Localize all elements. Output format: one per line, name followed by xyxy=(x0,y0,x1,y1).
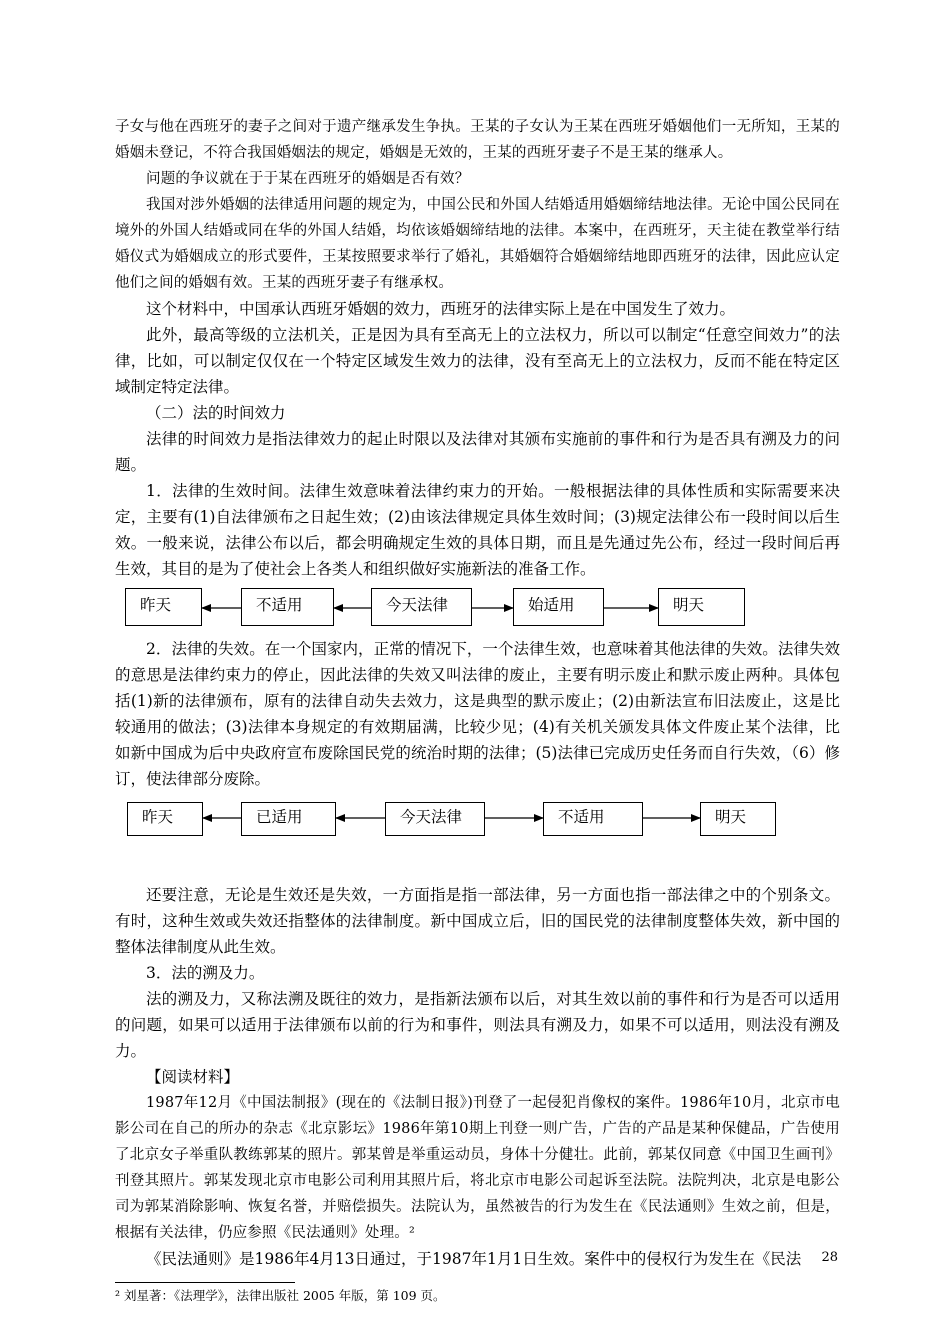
flow-box-not-applicable: 不适用 xyxy=(241,588,334,626)
paragraph-expiry: 2．法律的失效。在一个国家内，正常的情况下，一个法律生效，也意味着其他法律的失效。法律失效的意思是法律约束力的停止，因此法律的失效又叫法律的废止，主要有明示废止和默示废止两种。具体包括(1)新的法律颁布，原有的法律自动失去效力，这是典型的默示废止；(2)由新法宣布旧法废止，这是比较通用的做法；(3)法律本身规定的有效期届满，比较少见；(4)有关机关颁发具体文件废止某个法律，比如新中国成为后中央政府宣布废除国民党的统治时期的法律；(5)法律已完成历史任务而自行失效，（6）修订，使法律部分废除。 xyxy=(115,640,840,788)
flow2-box-applied: 已适用 xyxy=(241,802,336,836)
footnote-rule xyxy=(115,1282,295,1283)
paragraph-retroactivity: 法的溯及力，又称法溯及既往的效力，是指新法颁布以后，对其生效以前的事件和行为是否可以适用的问题，如果可以适用于法律颁布以前的行为和事件，则法具有溯及力，如果不可以适用，则法没有溯及力。 xyxy=(115,990,840,1060)
section-heading-time-effect: （二）法的时间效力 xyxy=(146,404,286,422)
flow-box-today-law: 今天法律 xyxy=(371,588,472,626)
paragraph-continuation: 子女与他在西班牙的妻子之间对于遗产继承发生争执。王某的子女认为王某在西班牙婚姻他们一无所知，王某的婚姻未登记，不符合我国婚姻法的规定，婚姻是无效的，王某的西班牙妻子不是王某的继承人。 xyxy=(115,119,840,161)
paragraph-question: 问题的争议就在于于某在西班牙的婚姻是否有效？ xyxy=(146,171,470,187)
flow2-box-not-applicable: 不适用 xyxy=(543,802,643,836)
flow2-box-today-law: 今天法律 xyxy=(385,802,485,836)
flow2-box-tomorrow: 明天 xyxy=(700,802,776,836)
paragraph-analysis: 我国对涉外婚姻的法律适用问题的规定为，中国公民和外国人结婚适用婚姻缔结地法律。无论中国公民同在境外的外国人结婚或同在华的外国人结婚，均依该婚姻缔结地的法律。本案中，在西班牙，天主徒在教堂举行结婚仪式为婚姻成立的形式要件，王某按照要求举行了婚礼，其婚姻符合婚姻缔结地即西班牙的法律，因此应认定他们之间的婚姻有效。王某的西班牙妻子有继承权。 xyxy=(115,197,840,291)
paragraph-legislature: 此外，最高等级的立法机关，正是因为具有至高无上的立法权力，所以可以制定“任意空间效力”的法律，比如，可以制定仅仅在一个特定区域发生效力的法律，没有至高无上的立法权力，反而不能在特定区域制定特定法律。 xyxy=(115,326,840,396)
footnote: ² 刘星著：《法理学》，法律出版社 2005 年版，第 109 页。 xyxy=(115,1288,446,1303)
flow-diagram-expiry xyxy=(115,802,840,874)
heading-reading-material: 【阅读材料】 xyxy=(146,1068,240,1086)
flow-box-yesterday: 昨天 xyxy=(125,588,202,626)
heading-retroactivity: 3．法的溯及力。 xyxy=(146,964,265,982)
flow-diagram-effective xyxy=(115,586,840,630)
flow-box-tomorrow: 明天 xyxy=(658,588,745,626)
paragraph-note: 还要注意，无论是生效还是失效，一方面指是指一部法律，另一方面也指一部法律之中的个别条文。有时，这种生效或失效还指整体的法律制度。新中国成立后，旧的国民党的法律制度整体失效，新中国的整体法律制度从此生效。 xyxy=(115,886,840,956)
paragraph-reading-case: 1987年12月《中国法制报》(现在的《法制日报》)刊登了一起侵犯肖像权的案件。1986年10月，北京市电影公司在自己的所办的杂志《北京影坛》1986年第10期上刊登一则广告，广告的产品是某种保健品，广告使用了北京女子举重队教练郭某的照片。郭某曾是举重运动员，身体十分健壮。此前，郭某仅同意《中国卫生画刊》刊登其照片。郭某发现北京市电影公司利用其照片后，将北京市电影公司起诉至法院。法院判决，北京是电影公司为郭某消除影响、恢复名誉，并赔偿损失。法院认为，虽然被告的行为发生在《民法通则》生效之前，但是，根据有关法律，仍应参照《民法通则》处理。² xyxy=(115,1095,840,1241)
paragraph-time-effect: 法律的时间效力是指法律效力的起止时限以及法律对其颁布实施前的事件和行为是否具有溯及力的问题。 xyxy=(115,430,840,474)
paragraph-civil-law: 《民法通则》是1986年4月13日通过，于1987年1月1日生效。案件中的侵权行为发生在《民法 xyxy=(146,1250,802,1268)
page-number: 28 xyxy=(821,1250,838,1265)
flow-box-starts-applying: 始适用 xyxy=(513,588,604,626)
paragraph-effective-time: 1．法律的生效时间。法律生效意味着法律约束力的开始。一般根据法律的具体性质和实际需要来决定，主要有(1)自法律颁布之日起生效；(2)由该法律规定具体生效时间；(3)规定法律公布一段时间以后生效。一般来说，法律公布以后，都会明确规定生效的具体日期，而且是先通过先公布，经过一段时间后再生效，其目的是为了使社会上各类人和组织做好实施新法的准备工作。 xyxy=(115,482,840,578)
document-page xyxy=(115,114,840,1305)
paragraph-summary: 这个材料中，中国承认西班牙婚姻的效力，西班牙的法律实际上是在中国发生了效力。 xyxy=(146,300,736,318)
flow2-box-yesterday: 昨天 xyxy=(127,802,203,836)
